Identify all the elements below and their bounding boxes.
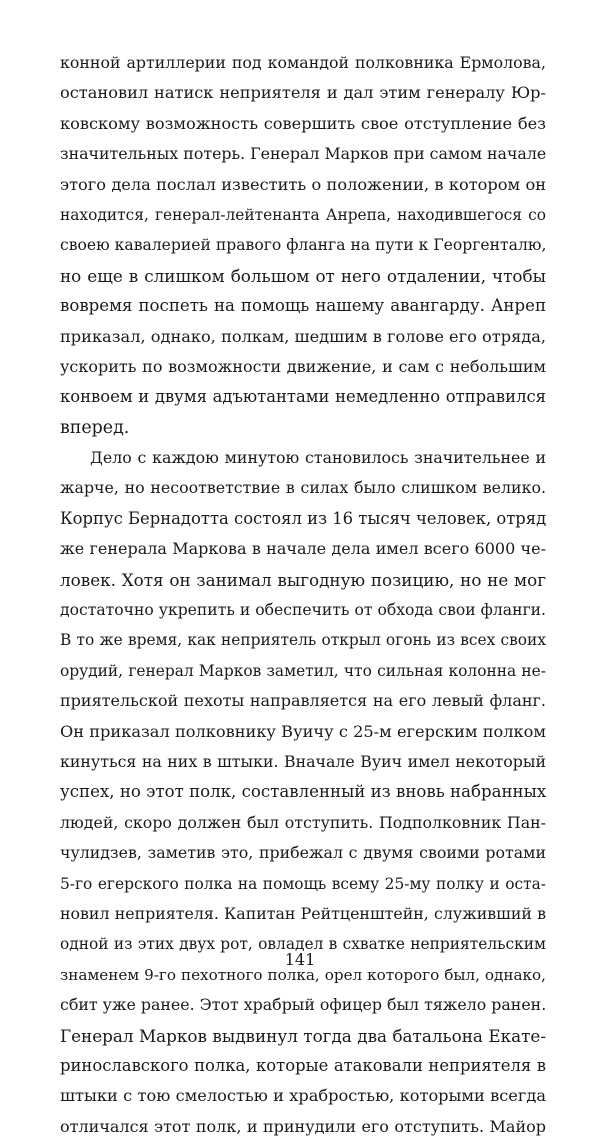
text-line: но еще в слишком большом от него отдалении, чтобы — [60, 265, 546, 286]
text-line: конвоем и двумя адъютантами немедленно отправился — [60, 387, 546, 407]
text-line: остановил натиск неприятеля и дал этим генералу Юр- — [60, 83, 546, 103]
text-line: новил неприятеля. Капитан Рейтценштейн, служивший в — [60, 903, 546, 923]
text-line: отличался этот полк, и принудили его отступить. Майор — [60, 1116, 546, 1136]
text-line: успех, но этот полк, составленный из вновь набранных — [60, 782, 547, 802]
text-line: вперед. — [60, 417, 130, 438]
text-line: В то же время, как неприятель открыл огонь из всех своих — [60, 631, 546, 650]
text-line: Генерал Марков выдвинул тогда два батальона Екате- — [60, 1025, 546, 1046]
text-line: людей, скоро должен был отступить. Подполковник Пан- — [60, 812, 546, 832]
page-number: 141 — [284, 950, 316, 969]
text-line: Он приказал полковнику Вуичу с 25-м егерским полком — [60, 721, 546, 741]
text-line: же генерала Маркова в начале дела имел всего 6000 че- — [60, 539, 546, 559]
text-line: знаменем 9-го пехотного полка, орел которого был, однако, — [60, 965, 546, 984]
text-line: этого дела послал известить о положении, в котором он — [60, 174, 546, 194]
text-line: достаточно укрепить и обеспечить от обхода свои фланги. — [60, 601, 546, 620]
text-line: приятельской пехоты направляется на его левый фланг. — [60, 691, 546, 711]
text-line: ковскому возможность совершить свое отступление без — [60, 113, 546, 133]
text-line: чулидзев, заметив это, прибежал с двумя своими ротами — [60, 843, 546, 863]
text-line: Дело с каждою минутою становилось значительнее и — [90, 448, 546, 468]
text-line: Корпус Бернадотта состоял из 16 тысяч человек, отряд — [60, 508, 547, 528]
text-line: конной артиллерии под командой полковника Ермолова, — [60, 53, 546, 72]
text-line: орудий, генерал Марков заметил, что сильная колонна не- — [60, 661, 546, 680]
text-line: вовремя поспеть на помощь нашему авангарду. Анреп — [60, 296, 546, 316]
page-body — [60, 48, 546, 1142]
text-line: значительных потерь. Генерал Марков при самом начале — [60, 144, 547, 164]
paragraph-2 — [60, 443, 546, 1142]
text-line: ловек. Хотя он занимал выгодную позицию, но не мог — [60, 569, 546, 590]
text-line: сбит уже ранее. Этот храбрый офицер был тяжело ранен. — [60, 995, 547, 1015]
text-line: ускорить по возможности движение, и сам с небольшим — [60, 356, 546, 376]
text-line: находится, генерал-лейтенанта Анрепа, находившегося со — [60, 205, 546, 224]
text-line: одной из этих двух рот, овладел в схватке неприятельским — [60, 935, 546, 954]
text-line: своею кавалерией правого фланга на пути к Георгенталю, — [60, 236, 547, 255]
paragraph-1 — [60, 48, 546, 443]
text-line: ринославского полка, которые атаковали неприятеля в — [60, 1055, 546, 1075]
text-line: 5-го егерского полка на помощь всему 25-му полку и оста- — [60, 874, 546, 893]
text-line: штыки с тою смелостью и храбростью, которыми всегда — [60, 1086, 546, 1106]
text-line: жарче, но несоответствие в силах было слишком велико. — [60, 478, 546, 498]
text-line: приказал, однако, полкам, шедшим в голове его отряда, — [60, 326, 547, 346]
text-line: кинуться на них в штыки. Вначале Вуич имел некоторый — [60, 751, 546, 771]
